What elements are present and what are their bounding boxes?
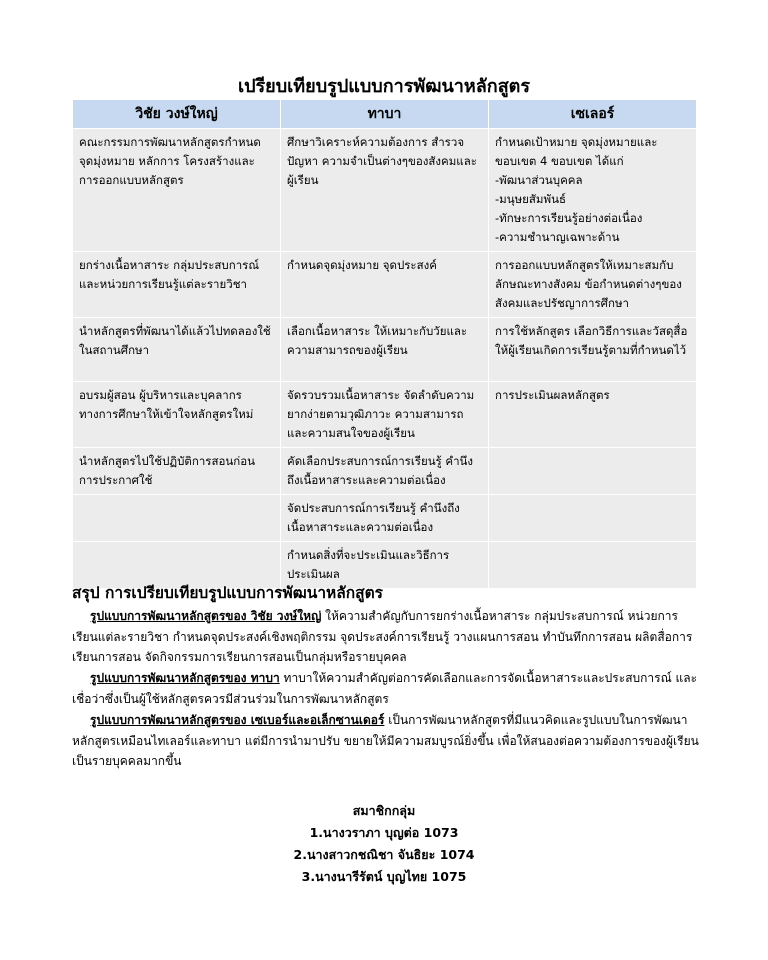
summary-text-taba: ทาบาให้ความสำคัญต่อการคัดเลือกและการจัดเนื้อหาสาระและประสบการณ์ และเชื่อว่าซึ่งเป็นผู้ใช้หลักสูตรควรมีส่วนร่วมในการพัฒนาหลักสูตร (72, 671, 698, 706)
summary-text-saylor: เป็นการพัฒนาหลักสูตรที่มีแนวคิดและรูปแบบในการพัฒนาหลักสูตรเหมือนไทเลอร์และทาบา แต่มีการนำมาปรับ ขยายให้มีความสมบูรณ์ยิ่งขึ้น เพื่อให้สนองต่อความต้องการของผู้เรียนเป็นรายบุคคลมากขึ้น (72, 713, 699, 768)
table-cell: นำหลักสูตรที่พัฒนาได้แล้วไปทดลองใช้ในสถานศึกษา (73, 318, 281, 382)
member-item: 2.นางสาวกชณิชา จันธิยะ 1074 (293, 847, 475, 862)
member-item: 1.นางวราภา บุญต่อ 1073 (309, 825, 459, 840)
table-cell: กำหนดจุดมุ่งหมาย จุดประสงค์ (281, 252, 489, 318)
summary-title: สรุป การเปรียบเทียบรูปแบบการพัฒนาหลักสูตร (72, 584, 383, 602)
column-header-taba: ทาบา (281, 100, 489, 129)
summary-lead-taba: รูปแบบการพัฒนาหลักสูตรของ ทาบา (90, 671, 280, 685)
summary-text-wichai: ให้ความสำคัญกับการยกร่างเนื้อหาสาระ กลุ่มประสบการณ์ หน่วยการเรียนแต่ละรายวิชา กำหนดจุดประสงค์เชิงพฤติกรรม จุดประสงค์การเรียนรู้ วางแผนการสอน ทำบันทึกการสอน ผลิตสื่อการเรียนการสอน จัดกิจกรรมการเรียนการสอนเป็นกลุ่มหรือรายบุคคล (72, 609, 693, 664)
table-row (73, 129, 697, 252)
table-row (73, 495, 697, 542)
table-cell: อบรมผู้สอน ผู้บริหารและบุคลากรทางการศึกษาให้เข้าใจหลักสูตรใหม่ (73, 382, 281, 448)
member-item: 3.นางนารีรัตน์ บุญไทย 1075 (301, 869, 467, 884)
table-row (73, 448, 697, 495)
table-cell: จัดรวบรวมเนื้อหาสาระ จัดลำดับความยากง่ายตามวุฒิภาวะ ความสามารถและความสนใจของผู้เรียน (281, 382, 489, 448)
column-header-wichai: วิชัย วงษ์ใหญ่ (73, 100, 281, 129)
table-cell: นำหลักสูตรไปใช้ปฏิบัติการสอนก่อนการประกาศใช้ (73, 448, 281, 495)
summary-lead-wichai: รูปแบบการพัฒนาหลักสูตรของ วิชัย วงษ์ใหญ่ (90, 609, 322, 623)
comparison-table (72, 99, 697, 589)
table-cell: คณะกรรมการพัฒนาหลักสูตรกำหนดจุดมุ่งหมาย หลักการ โครงสร้างและการออกแบบหลักสูตร (73, 129, 281, 252)
summary-paragraph-wichai (72, 606, 700, 668)
table-cell: ยกร่างเนื้อหาสาระ กลุ่มประสบการณ์และหน่วยการเรียนรู้แต่ละรายวิชา (73, 252, 281, 318)
page-title: เปรียบเทียบรูปแบบการพัฒนาหลักสูตร (237, 76, 531, 97)
summary-lead-saylor: รูปแบบการพัฒนาหลักสูตรของ เซเบอร์และอเล็กซานเดอร์ (90, 713, 385, 727)
table-cell (489, 495, 697, 542)
table-row (73, 252, 697, 318)
table-cell: กำหนดสิ่งที่จะประเมินและวิธีการประเมินผล (281, 542, 489, 589)
table-cell: จัดประสบการณ์การเรียนรู้ คำนึงถึงเนื้อหาสาระและความต่อเนื่อง (281, 495, 489, 542)
summary-paragraph-taba (72, 668, 700, 709)
table-cell (489, 542, 697, 589)
table-cell: การประเมินผลหลักสูตร (489, 382, 697, 448)
table-cell: การออกแบบหลักสูตรให้เหมาะสมกับลักษณะทางสังคม ข้อกำหนดต่างๆของสังคมและปรัชญาการศึกษา (489, 252, 697, 318)
table-cell: เลือกเนื้อหาสาระ ให้เหมาะกับวัยและความสามารถของผู้เรียน (281, 318, 489, 382)
table-cell (73, 495, 281, 542)
table-row (73, 382, 697, 448)
table-cell (489, 448, 697, 495)
members-heading: สมาชิกกลุ่ม (352, 803, 416, 818)
table-cell: คัดเลือกประสบการณ์การเรียนรู้ คำนึงถึงเนื้อหาสาระและความต่อเนื่อง (281, 448, 489, 495)
table-cell: ศึกษาวิเคราะห์ความต้องการ สำรวจปัญหา ความจำเป็นต่างๆของสังคมและผู้เรียน (281, 129, 489, 252)
table-cell: การใช้หลักสูตร เลือกวิธีการและวัสดุสื่อให้ผู้เรียนเกิดการเรียนรู้ตามที่กำหนดไว้ (489, 318, 697, 382)
table-row (73, 318, 697, 382)
table-cell: กำหนดเป้าหมาย จุดมุ่งหมายและขอบเขต 4 ขอบเขต ได้แก่ -พัฒนาส่วนบุคคล -มนุษยสัมพันธ์ -ทักษะการเรียนรู้อย่างต่อเนื่อง -ความชำนาญเฉพาะด้าน (489, 129, 697, 252)
column-header-saylor: เซเลอร์ (489, 100, 697, 129)
table-header-row (73, 100, 697, 129)
summary-paragraph-saylor (72, 710, 700, 772)
group-members (0, 800, 768, 888)
